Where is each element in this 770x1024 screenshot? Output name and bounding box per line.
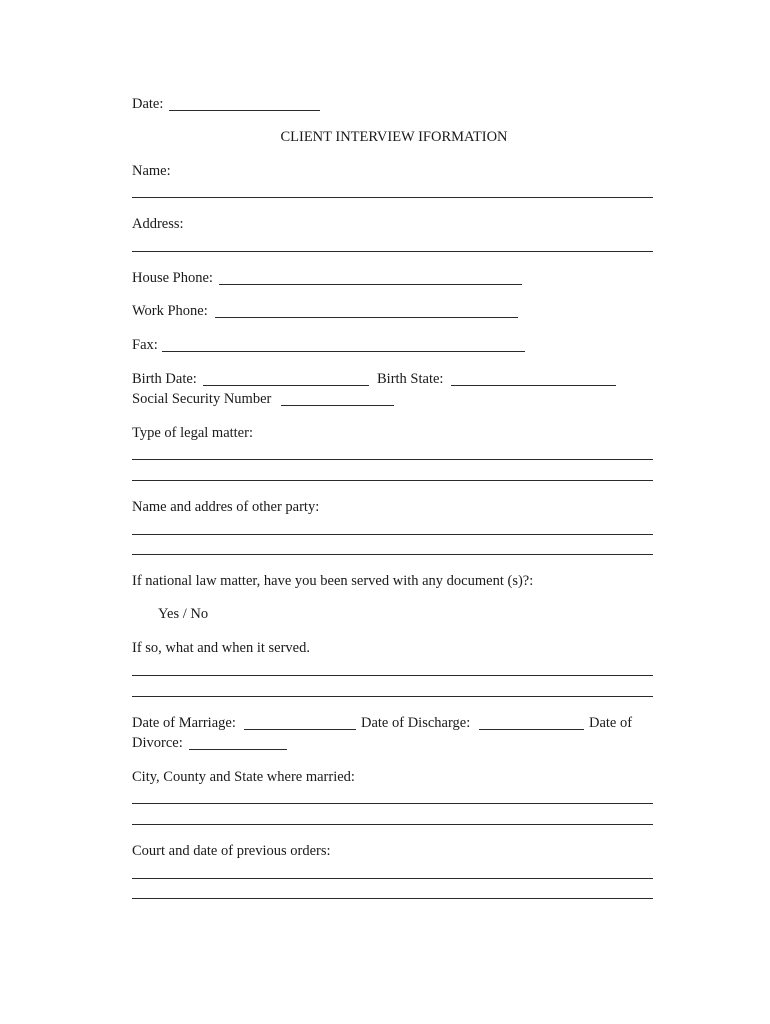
if-so-label: If so, what and when it served. [132,640,310,656]
marriage-date-label: Date of Marriage: [132,715,236,731]
national-law-question: If national law matter, have you been served with any document (s)?: [132,573,534,589]
yes-no-option[interactable]: Yes / No [158,606,209,622]
city-county-state-field-line-1[interactable] [132,803,653,804]
marriage-date-field[interactable] [244,729,356,730]
name-field[interactable] [132,197,653,198]
court-orders-label: Court and date of previous orders: [132,843,331,859]
court-orders-field-line-1[interactable] [132,878,653,879]
house-phone-field[interactable] [219,284,522,285]
ssn-field[interactable] [281,405,394,406]
city-county-state-field-line-2[interactable] [132,824,653,825]
house-phone-label: House Phone: [132,270,213,286]
discharge-date-field[interactable] [479,729,584,730]
work-phone-label: Work Phone: [132,303,208,319]
work-phone-field[interactable] [215,317,518,318]
city-county-state-label: City, County and State where married: [132,769,355,785]
discharge-date-label: Date of Discharge: [361,715,471,731]
court-orders-field-line-2[interactable] [132,898,653,899]
date-label: Date: [132,96,164,112]
fax-field[interactable] [162,351,525,352]
birth-state-label: Birth State: [377,371,444,387]
divorce-date-label-part2: Divorce: [132,735,183,751]
address-label: Address: [132,216,184,232]
if-so-field-line-2[interactable] [132,696,653,697]
birth-state-field[interactable] [451,385,616,386]
legal-matter-field-line-1[interactable] [132,459,653,460]
fax-label: Fax: [132,337,158,353]
name-label: Name: [132,163,171,179]
legal-matter-label: Type of legal matter: [132,425,253,441]
address-field[interactable] [132,251,653,252]
if-so-field-line-1[interactable] [132,675,653,676]
legal-matter-field-line-2[interactable] [132,480,653,481]
birth-date-label: Birth Date: [132,371,197,387]
other-party-label: Name and addres of other party: [132,499,320,515]
ssn-label: Social Security Number [132,391,272,407]
birth-date-field[interactable] [203,385,369,386]
divorce-date-field[interactable] [189,749,287,750]
date-field[interactable] [169,110,320,111]
other-party-field-line-1[interactable] [132,534,653,535]
other-party-field-line-2[interactable] [132,554,653,555]
form-title: CLIENT INTERVIEW IFORMATION [280,129,508,145]
divorce-date-label-part1: Date of [589,715,633,731]
